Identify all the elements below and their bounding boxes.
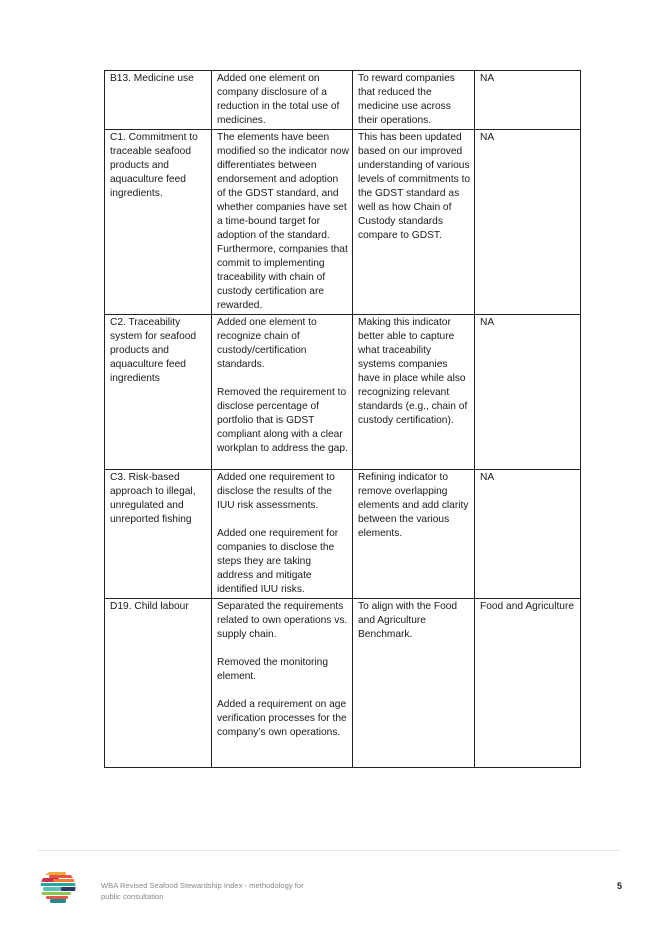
wba-logo-icon <box>40 869 76 905</box>
logo-stripe <box>49 875 75 878</box>
change-cell: The elements have been modified so the indicator now differentiates between endorsement and adoption of the GDST standard, and whether companies have set a time-bound target for adoption of the standard. Furthermore, companies that commit to implementing traceability with chain of custody certification are rewarded. <box>212 130 353 315</box>
alignment-cell: NA <box>475 315 581 470</box>
alignment-cell: NA <box>475 130 581 315</box>
indicator-cell: C2. Traceability system for seafood products and aquaculture feed ingredients <box>105 315 212 470</box>
change-cell: Added one element on company disclosure of a reduction in the total use of medicines. <box>212 71 353 130</box>
alignment-cell: Food and Agriculture <box>475 599 581 768</box>
logo-stripe <box>41 892 71 895</box>
rationale-cell: To reward companies that reduced the medicine use across their operations. <box>353 71 475 130</box>
change-cell: Added one element to recognize chain of custody/certification standards. Removed the requirement to disclose percentage of portfolio that is GDST compliant along with a clear workplan to address the gap. <box>212 315 353 470</box>
footer-title-line-2: public consultation <box>101 892 164 901</box>
logo-stripe <box>40 883 76 886</box>
rationale-cell: Refining indicator to remove overlapping elements and add clarity between the various elements. <box>353 470 475 599</box>
table-row <box>105 599 581 768</box>
footer-title-line-1: WBA Revised Seafood Stewardship Index - methodology for <box>101 881 304 890</box>
logo-stripe <box>61 887 76 891</box>
table-row <box>105 130 581 315</box>
logo-stripe <box>46 896 68 899</box>
table-row <box>105 71 581 130</box>
indicator-cell: C3. Risk-based approach to illegal, unregulated and unreported fishing <box>105 470 212 599</box>
table-row <box>105 315 581 470</box>
footer-divider <box>38 850 620 851</box>
footer-document-title <box>101 880 331 902</box>
rationale-cell: To align with the Food and Agriculture Benchmark. <box>353 599 475 768</box>
alignment-cell: NA <box>475 71 581 130</box>
alignment-cell: NA <box>475 470 581 599</box>
logo-stripe <box>53 879 75 882</box>
logo-stripe <box>50 899 66 903</box>
indicator-cell: C1. Commitment to traceable seafood products and aquaculture feed ingredients. <box>105 130 212 315</box>
rationale-cell: This has been updated based on our improved understanding of various levels of commitments to the GDST standard as well as how Chain of Custody standards compare to GDST. <box>353 130 475 315</box>
table-row <box>105 470 581 599</box>
indicator-cell: D19. Child labour <box>105 599 212 768</box>
change-cell: Added one requirement to disclose the results of the IUU risk assessments. Added one requirement for companies to disclose the steps they are taking address and mitigate identified IUU risks. <box>212 470 353 599</box>
change-cell: Separated the requirements related to own operations vs. supply chain. Removed the monitoring element. Added a requirement on age verification processes for the company’s own operations. <box>212 599 353 768</box>
rationale-cell: Making this indicator better able to capture what traceability systems companies have in place while also recognizing relevant standards (e.g., chain of custody certification). <box>353 315 475 470</box>
logo-stripe <box>44 872 66 875</box>
indicator-cell: B13. Medicine use <box>105 71 212 130</box>
changes-table <box>104 70 581 768</box>
page-number: 5 <box>616 881 622 891</box>
